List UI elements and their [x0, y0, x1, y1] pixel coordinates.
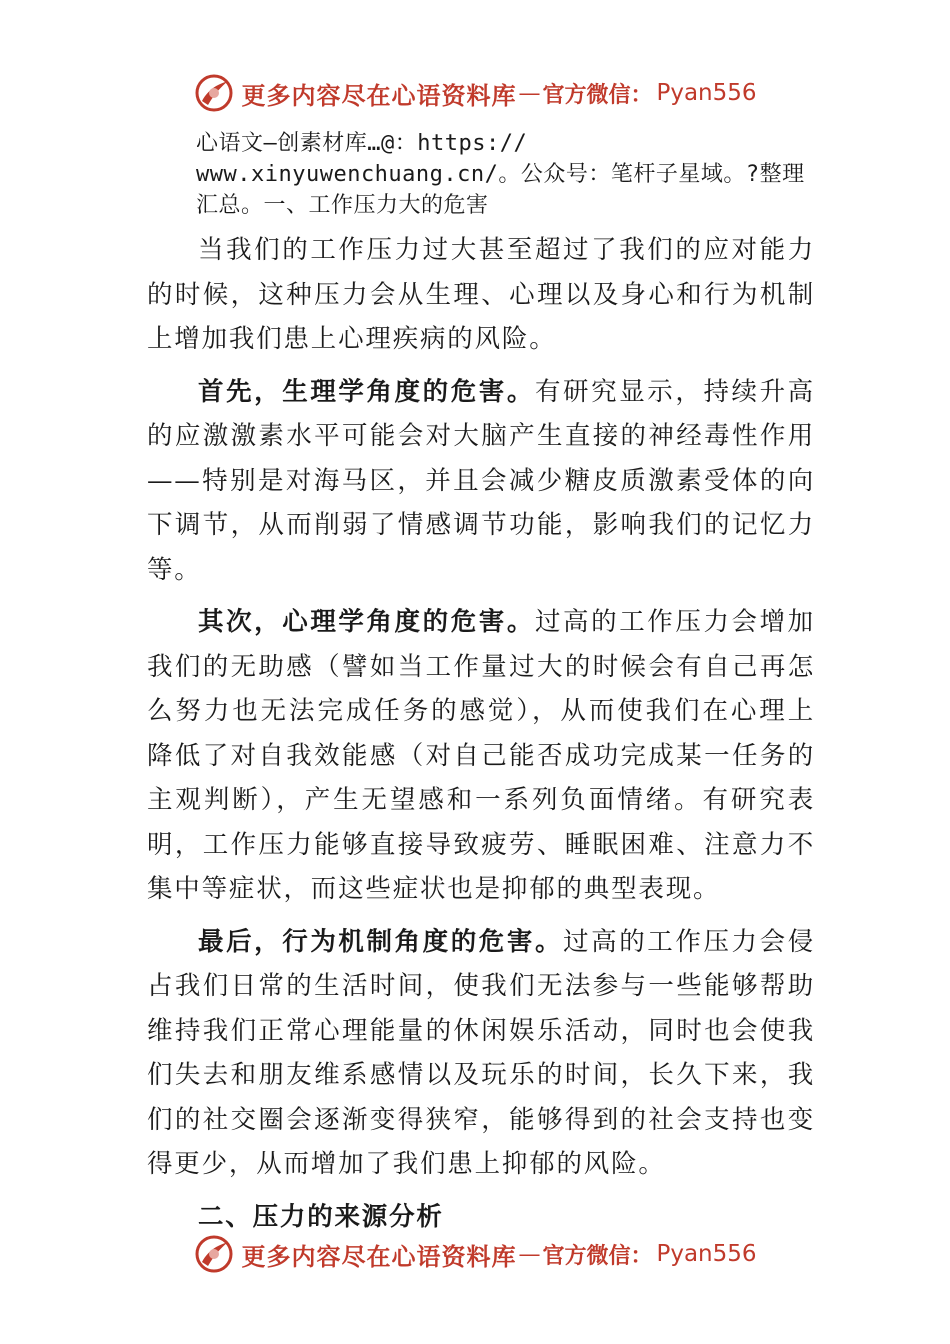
psychology-lead: 其次，心理学角度的危害。	[198, 607, 535, 637]
wechat-label: 官方微信：	[542, 1242, 653, 1269]
psychology-paragraph	[147, 600, 815, 912]
source-note-line-2: www.xinyuwenchuang.cn/。公众号：笔杆子星域。?整理	[196, 162, 805, 187]
source-note-line-1: 心语文—创素材库…@：https://	[196, 131, 528, 156]
source-note-line-3: 汇总。一、工作压力大的危害	[196, 193, 489, 218]
wechat-label: 官方微信：	[542, 81, 653, 108]
behavior-body: 过高的工作压力会侵占我们日常的生活时间，使我们无法参与一些能够帮助维持我们正常心理能量的休闲娱乐活动，同时也会使我们失去和朋友维系感情以及玩乐的时间，长久下来，我们的社交圈会逐渐变得狭窄，能够得到的社会支持也变得更少，从而增加了我们患上抑郁的风险。	[147, 926, 816, 1179]
psychology-body: 过高的工作压力会增加我们的无助感（譬如当工作量过大的时候会有自己再怎么努力也无法完成任务的感觉），从而使我们在心理上降低了对自我效能感（对自己能否成功完成某一任务的主观判断），产生无望感和一系列负面情绪。有研究表明，工作压力能够直接导致疲劳、睡眠困难、注意力不集中等症状，而这些症状也是抑郁的典型表现。	[147, 607, 815, 904]
behavior-lead: 最后，行为机制角度的危害。	[198, 926, 564, 957]
physiology-body: 有研究显示，持续升高的应激激素水平可能会对大脑产生直接的神经毒性作用——特别是对海马区，并且会减少糖皮质激素受体的向下调节，从而削弱了情感调节功能，影响我们的记忆力等。	[147, 376, 815, 585]
section-2-heading: 二、压力的来源分析	[198, 1201, 444, 1232]
wechat-id: Pyan556	[656, 80, 757, 106]
logo-icon	[193, 72, 235, 114]
document-body	[147, 228, 815, 1239]
watermark-text: 更多内容尽在心语资料库	[241, 80, 517, 110]
logo-icon	[193, 1233, 235, 1275]
physiology-lead: 首先，生理学角度的危害。	[198, 376, 535, 407]
source-note	[196, 128, 836, 221]
intro-paragraph: 当我们的工作压力过大甚至超过了我们的应对能力的时候，这种压力会从生理、心理以及身心和行为机制上增加我们患上心理疾病的风险。	[147, 235, 815, 354]
header-watermark	[0, 68, 950, 118]
watermark-separator: —	[518, 1241, 541, 1267]
physiology-paragraph	[147, 370, 815, 593]
footer-watermark	[0, 1229, 950, 1279]
wechat-id: Pyan556	[656, 1241, 757, 1267]
watermark-text: 更多内容尽在心语资料库	[241, 1241, 517, 1271]
behavior-paragraph	[147, 920, 815, 1187]
watermark-separator: —	[518, 80, 541, 106]
